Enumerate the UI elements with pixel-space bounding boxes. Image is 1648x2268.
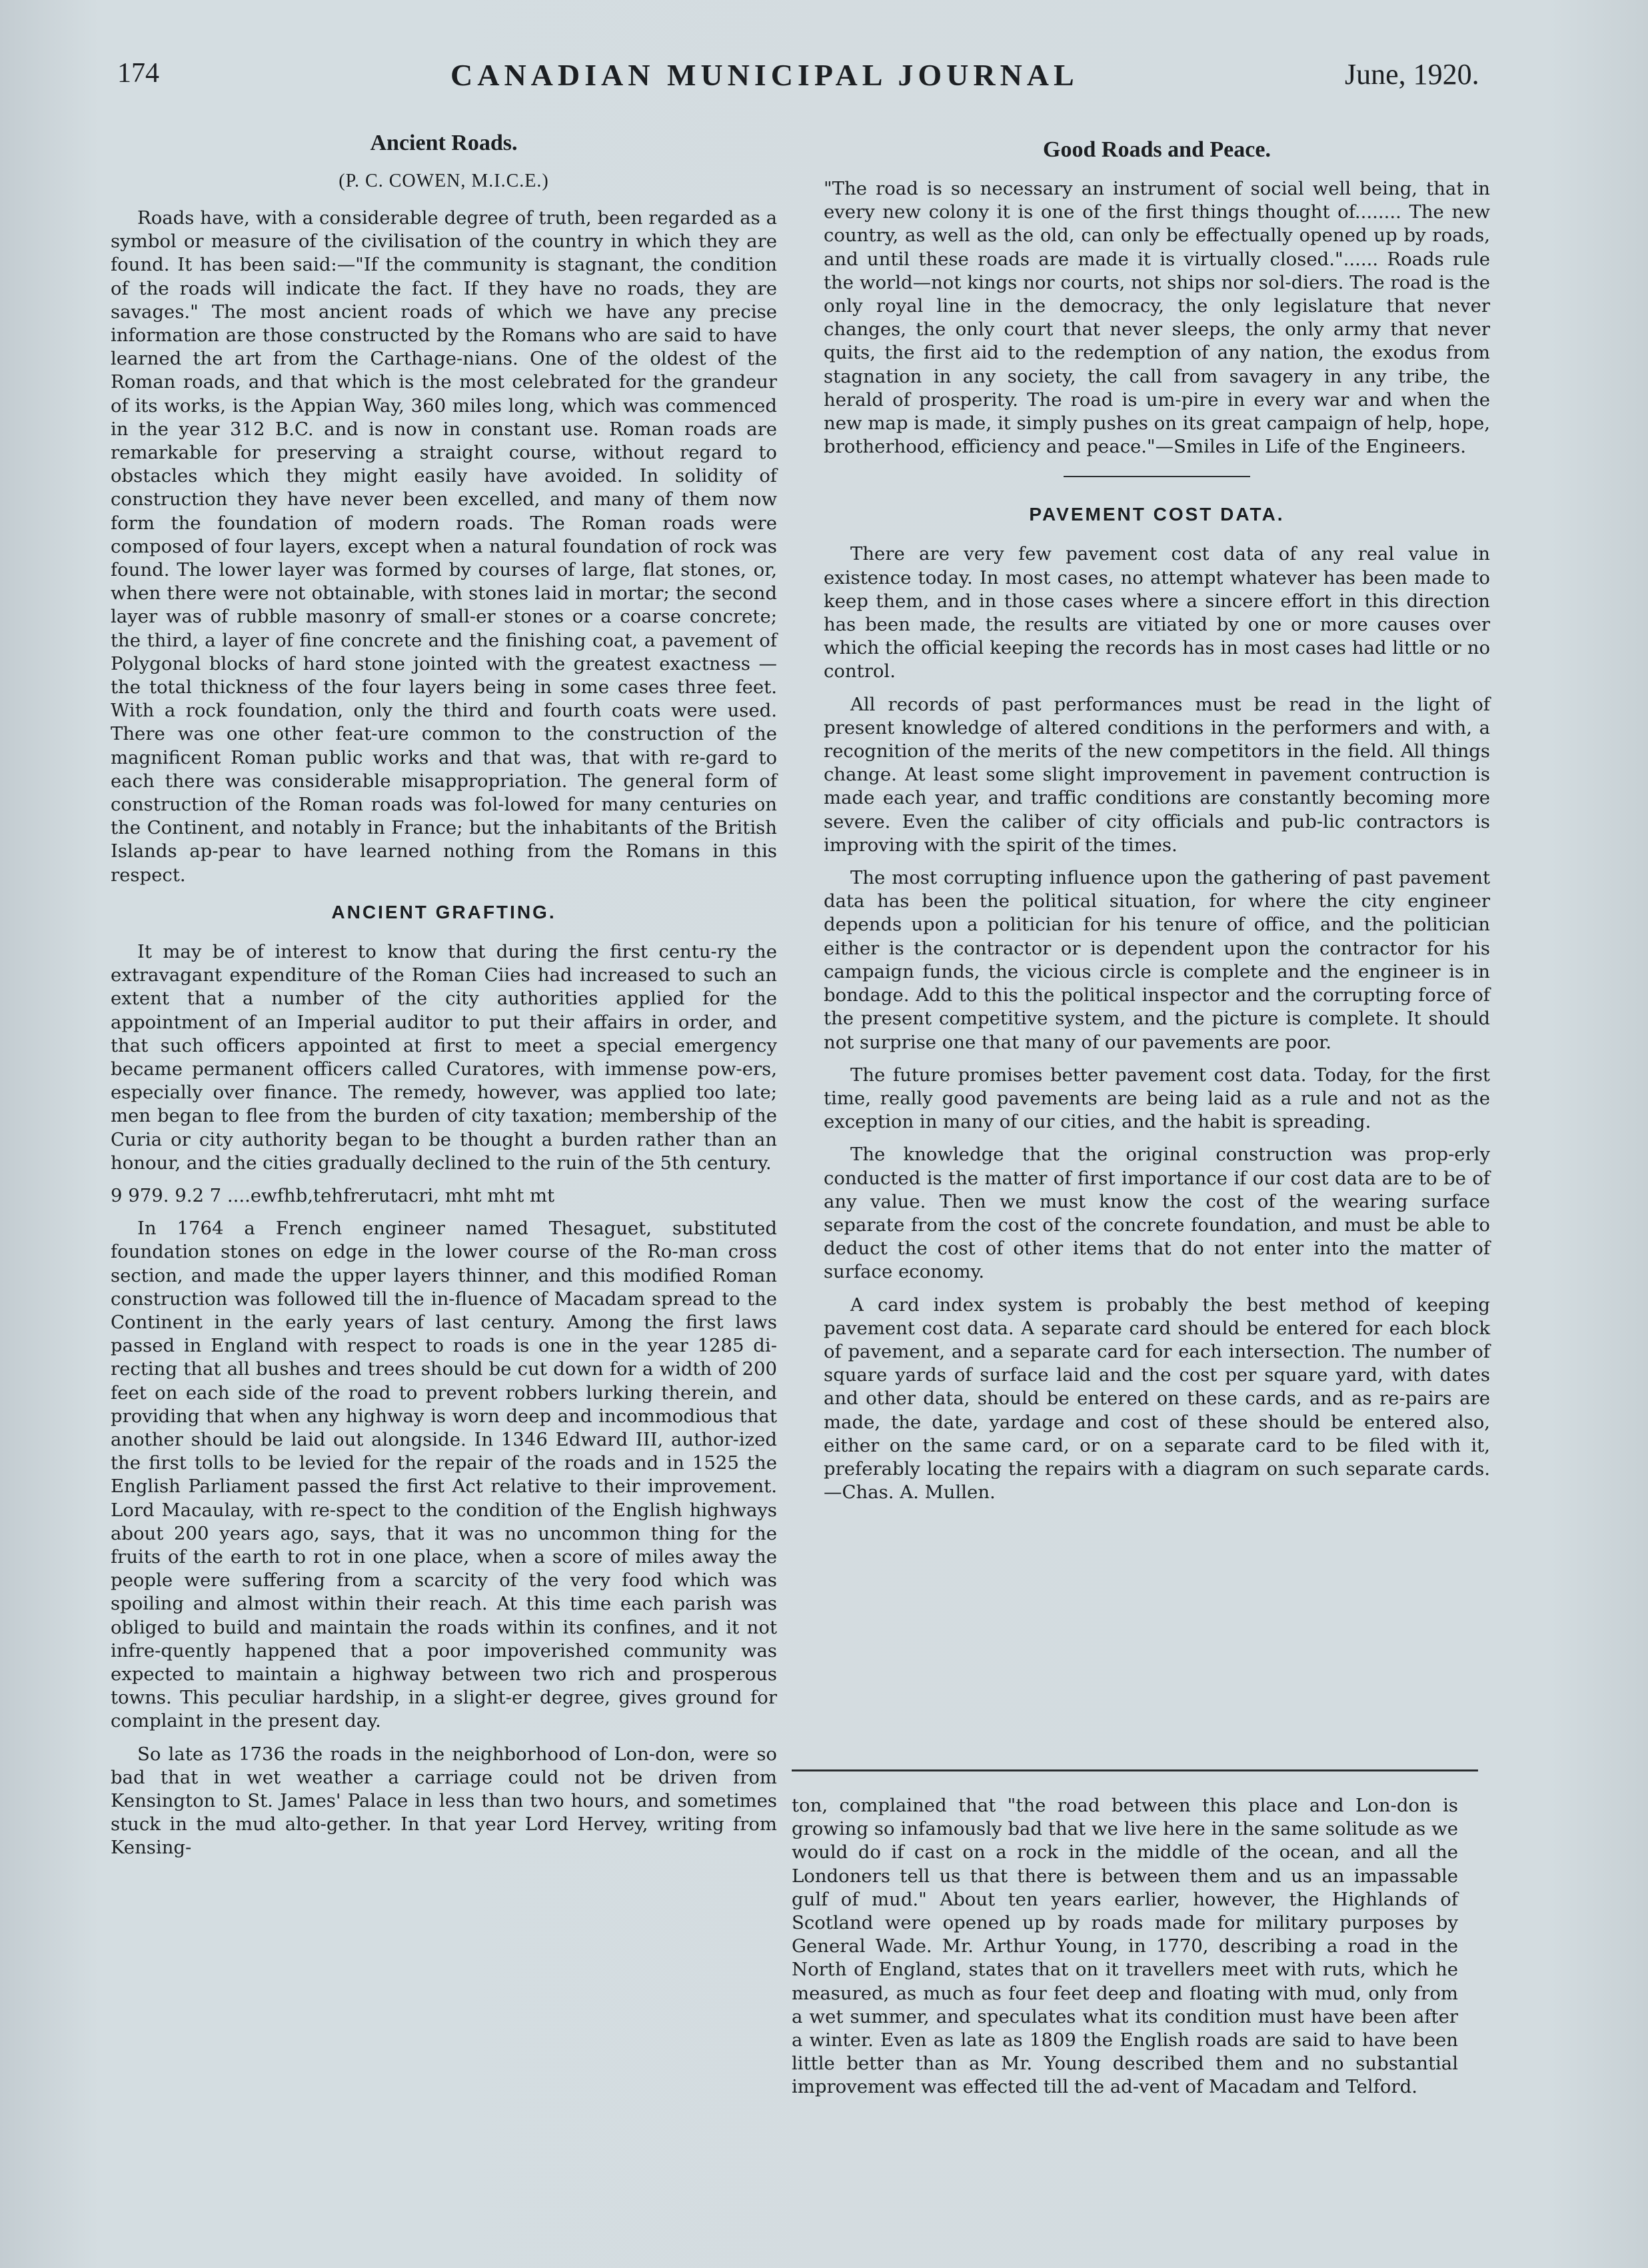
pavement-paragraph: All records of past performances must be read in the light of present knowledge of altered conditions in the performers and with, a recognition of the merits of the new competitors in the field. All things change. At least some slight improvement in pavement contruction is made each year, and traffic conditions are constantly becoming more severe. Even the caliber of city officials and pub-lic contractors is improving with the spirit of the times. — [824, 693, 1490, 856]
right-column-top — [824, 137, 1490, 1514]
ancient-grafting-title: ANCIENT GRAFTING. — [331, 901, 556, 922]
issue-date: June, 1920. — [1345, 58, 1479, 91]
section-divider — [1064, 476, 1250, 477]
ancient-grafting-paragraph-3: So late as 1736 the roads in the neighborhood of Lon-don, were so bad that in wet weather a carriage could not be driven from Kensington to St. James' Palace in less than two hours, and sometimes stuck in the mud alto-gether. In that year Lord Hervey, writing from Kensing- — [111, 1743, 777, 1859]
pavement-paragraph: The future promises better pavement cost data. Today, for the first time, really good pavements are being laid as a rule and not as the exception in many of our cities, and the habit is spreading. — [824, 1064, 1490, 1133]
pavement-paragraph: The most corrupting influence upon the gathering of past pavement data has been the political situation, for where the city engineer depends upon a politician for his tenure of office, and the politician either is the contractor or is dependent upon the contractor for his campaign funds, the vicious circle is complete and the engineer is in bondage. Add to this the political inspector and the corrupting force of the present competitive system, and the picture is complete. It should not surprise one that many of our pavements are poor. — [824, 867, 1490, 1053]
ancient-grafting-paragraph-2: In 1764 a French engineer named Thesaguet, substituted foundation stones on edge in the lower course of the Ro-man cross section, and made the upper layers thinner, and this modified Roman construction was followed till the in-fluence of Macadam spread to the Continent in the early years of last century. Among the first laws passed in England with respect to roads is one in the year 1285 di-recting that all bushes and trees should be cut down for a width of 200 feet on each side of the road to prevent robbers lurking therein, and providing that when any highway is worn deep and incommodious that another should be laid out alongside. In 1346 Edward III, author-ized the first tolls to be levied for the repair of the roads and in 1525 the English Parliament passed the first Act relative to their improvement. Lord Macaulay, with re-spect to the condition of the English highways about 200 years ago, says, that it was no uncommon thing for the fruits of the earth to rot in one place, when a score of miles away the people were suffering from a scarcity of the very food which was spoiling and almost within their reach. At this time each parish was obliged to build and maintain the roads within its confines, and it not infre-quently happened that a poor impoverished community was expected to maintain a highway between two rich and prosperous towns. This peculiar hardship, in a slight-er degree, gives ground for complaint in the present day. — [111, 1218, 777, 1732]
column-divider-rule — [792, 1769, 1478, 1771]
good-roads-body: "The road is so necessary an instrument of social well being, that in every new colony it is one of the first things thought of........ The new country, as well as the old, can only be effectually opened up by roads, and until these roads are made it is virtually closed."...... Roads rule the world—not kings nor courts, not ships nor sol-diers. The road is the only royal line in the democracy, the only legislature that never changes, the only court that never sleeps, the only army that never quits, the first aid to the redemption of any nation, the exodus from stagnation in any society, the call from savagery in any tribe, the herald of prosperity. The road is um-pire in every war and when the new map is made, it simply pushes on its great campaign of help, hope, brotherhood, efficiency and peace."—Smiles in Life of the Engineers. — [824, 178, 1490, 458]
left-column — [111, 131, 777, 1869]
continuation-body: ton, complained that "the road between this place and Lon-don is growing so infamously bad that we live here in the same solitude as we would do if cast on a rock in the middle of the ocean, and all the Londoners tell us that there is between them and us an impassable gulf of mud." About ten years earlier, however, the Highlands of Scotland were opened up by roads made for military purposes by General Wade. Mr. Arthur Young, in 1770, describing a road in the North of England, states that on it travellers meet with ruts, which he measured, as much as four feet deep and floating with mud, only from a wet summer, and speculates what its condition must have been after a winter. Even as late as 1809 the English roads are said to have been little better than as Mr. Young described them and no substantial improvement was effected till the ad-vent of Macadam and Telford. — [792, 1795, 1458, 2098]
pavement-paragraph: A card index system is probably the best method of keeping pavement cost data. A separate card should be entered for each block of pavement, and a separate card for each intersection. The number of square yards of surface laid and the cost per square yard, with dates and other data, should be entered on these cards, and as re-pairs are made, the date, yardage and cost of these should be entered also, either on the same card, or on a separate card to be filed with it, preferably locating the repairs with a diagram on such separate cards.—Chas. A. Mullen. — [824, 1294, 1490, 1504]
ancient-roads-body: Roads have, with a considerable degree of truth, been regarded as a symbol or measure of the civilisation of the country in which they are found. It has been said:—"If the community is stagnant, the condition of the roads will indicate the fact. If they have no roads, they are savages." The most ancient roads of which we have any precise information are those constructed by the Romans who are said to have learned the art from the Carthage-nians. One of the oldest of the Roman roads, and that which is the most celebrated for the grandeur of its works, is the Appian Way, 360 miles long, which was commenced in the year 312 B.C. and is now in constant use. Roman roads are remarkable for preserving a straight course, without regard to obstacles which they might easily have avoided. In solidity of construction they have never been excelled, and many of them now form the foundation of modern roads. The Roman roads were composed of four layers, except when a natural foundation of rock was found. The lower layer was formed by courses of large, flat stones, or, when there were not obtainable, with stones laid in mortar; the second layer was of rubble masonry of small-er stones or a coarse concrete; the third, a layer of fine concrete and the finishing coat, a pavement of Polygonal blocks of hard stone jointed with the greatest exactness —the total thickness of the four layers being in some cases three feet. With a rock foundation, only the third and fourth coats were used. There was one other feat-ure common to the construction of the magnificent Roman public works and that was, that with re-gard to each there was considerable misappropriation. The general form of construction of the Roman roads was fol-lowed for many centuries on the Continent, and notably in France; but the inhabitants of the British Islands ap-pear to have learned nothing from the Romans in this respect. — [111, 207, 777, 886]
journal-title: CANADIAN MUNICIPAL JOURNAL — [450, 58, 1079, 92]
garbled-line: 9 979. 9.2 7 ....ewfhb,tehfrerutacri, mht mht mt — [111, 1184, 554, 1206]
good-roads-title: Good Roads and Peace. — [1043, 137, 1271, 162]
right-column-bottom — [792, 1794, 1458, 2109]
ancient-grafting-paragraph-1: It may be of interest to know that during the first centu-ry the extravagant expenditure of the Roman Ciies had increased to such an extent that a number of the city authorities applied for the appointment of an Imperial auditor to put their affairs in order, and that such officers appointed at first to meet a special emergency became permanent officers called Curatores, with immense pow-ers, especially over finance. The remedy, however, was applied too late; men began to flee from the burden of city taxation; membership of the Curia or city authority began to be thought a burden rather than an honour, and the cities gradually declined to the ruin of the 5th century. — [111, 940, 777, 1174]
ancient-roads-author: (P. C. COWEN, M.I.C.E.) — [339, 171, 549, 191]
ancient-roads-title: Ancient Roads. — [370, 131, 518, 155]
page-number: 174 — [117, 58, 159, 89]
pavement-cost-title: PAVEMENT COST DATA. — [1029, 504, 1285, 525]
pavement-paragraph: There are very few pavement cost data of any real value in existence today. In most cases, no attempt whatever has been made to keep them, and in those cases where a sincere effort in this direction has been made, the results are vitiated by one or more causes over which the official keeping the records has in most cases had little or no control. — [824, 543, 1490, 682]
pavement-paragraph: The knowledge that the original construction was prop-erly conducted is the matter of first importance if our cost data are to be of any value. Then we must know the cost of the wearing surface separate from the cost of the concrete foundation, and must be able to deduct the cost of other items that do not enter into the matter of surface economy. — [824, 1144, 1490, 1283]
